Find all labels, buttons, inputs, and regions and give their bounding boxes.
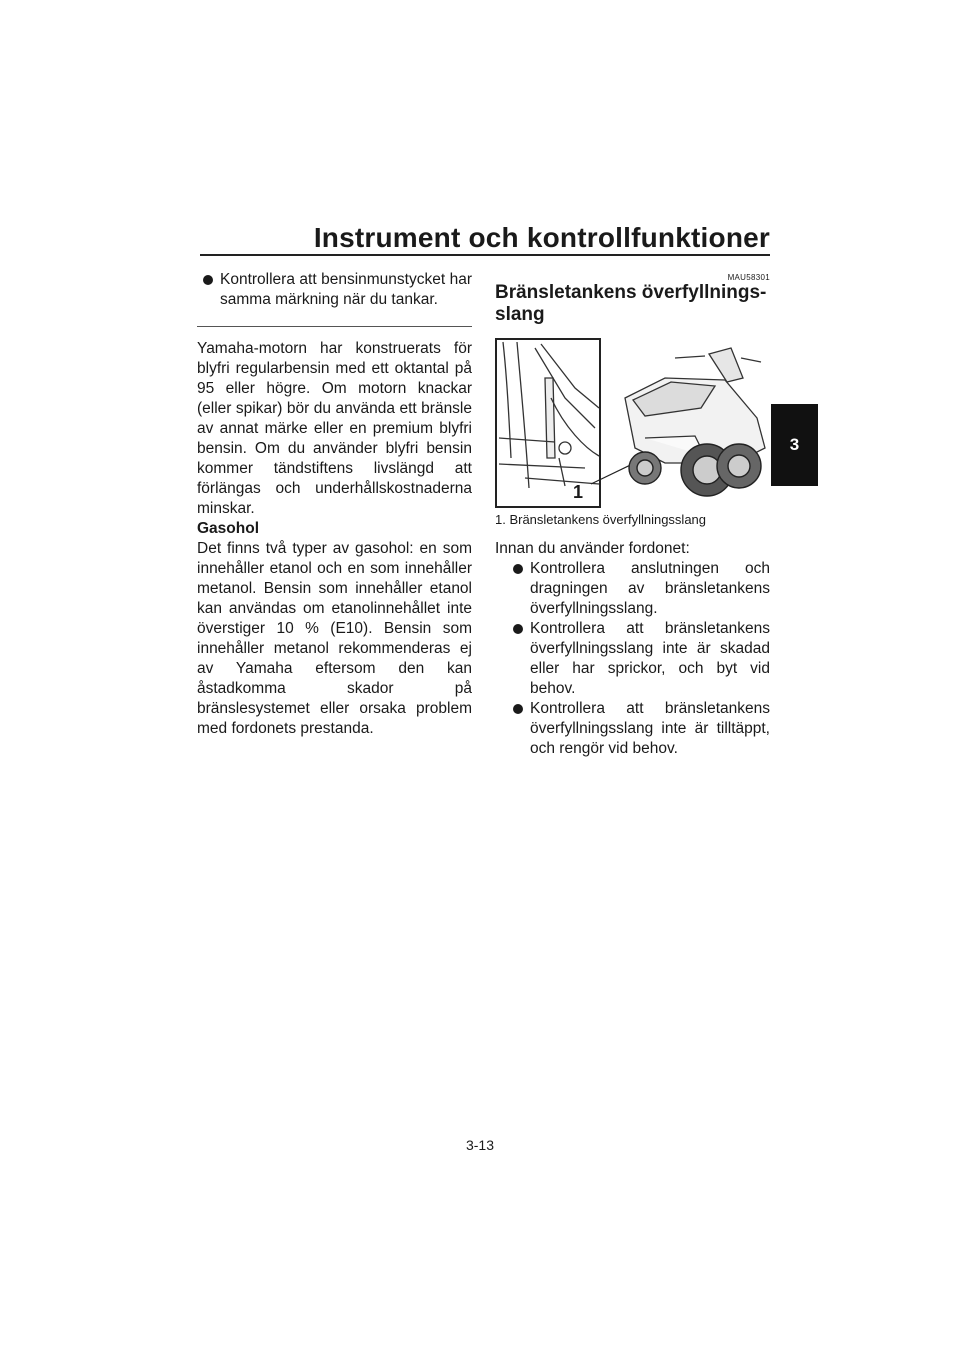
- bullet-icon: [513, 564, 523, 574]
- list-item: [197, 270, 472, 310]
- right-column: [495, 270, 770, 759]
- bullet-text: Kontrollera att bränsletankens överfyllningsslang inte är skadad eller har sprickor, och byt vid behov.: [530, 620, 770, 697]
- list-item: [507, 559, 770, 619]
- right-bullet-list: [495, 559, 770, 759]
- bullet-icon: [513, 624, 523, 634]
- list-item: [507, 619, 770, 699]
- bullet-icon: [513, 704, 523, 714]
- left-bullet-list: [197, 270, 472, 310]
- figure-caption: 1. Bränsletankens överfyllningsslang: [495, 512, 707, 527]
- subheading-gasohol: Gasohol: [197, 520, 260, 537]
- bullet-text: Kontrollera att bränsletankens överfyllningsslang inte är tilltäppt, och rengör vid behov.: [530, 700, 770, 757]
- paragraph-fuel: Yamaha-motorn har konstruerats för blyfri regularbensin med ett oktantal på 95 eller högre. Om motorn knackar (eller spikar) bör du använda ett bränsle av annat märke eller en premium blyfri bensin. Om du använder blyfri bensin kommer tändstiftens livslängd att förlängas och underhållskostnaderna minskar.: [197, 340, 472, 517]
- divider: [197, 326, 472, 327]
- page-header: [200, 218, 770, 256]
- paragraph-gasohol: Det finns två typer av gasohol: en som innehåller etanol och en som innehåller metanol. Bensin som innehåller etanol kan användas om etanolinnehållet inte överstiger 10 % (E10). Bensin som innehåller metanol rekommenderas ej av Yamaha eftersom den kan åstadkomma skador på bränslesystemet eller orsaka problem med fordonets prestanda.: [197, 540, 472, 737]
- scooter-drawing: [495, 338, 770, 508]
- page-title: Instrument och kontrollfunktioner: [313, 222, 770, 253]
- page-number: 3-13: [465, 1137, 495, 1153]
- section-title: Bränsletankens överfyllnings-slang: [495, 282, 767, 325]
- left-column: [197, 270, 472, 739]
- bullet-icon: [203, 275, 213, 285]
- figure-callout-label: 1: [573, 482, 584, 502]
- bullet-text: Kontrollera anslutningen och dragningen av bränsletankens överfyllningsslang.: [530, 560, 770, 617]
- scooter-wheels: [629, 444, 761, 496]
- scooter-illustration: [495, 338, 770, 508]
- intro-text: Innan du använder fordonet:: [495, 540, 690, 557]
- list-item: [507, 699, 770, 759]
- reference-code: MAU58301: [727, 273, 770, 282]
- bullet-text: Kontrollera att bensinmunstycket har samma märkning när du tankar.: [220, 271, 472, 308]
- chapter-tab: 3: [771, 404, 818, 486]
